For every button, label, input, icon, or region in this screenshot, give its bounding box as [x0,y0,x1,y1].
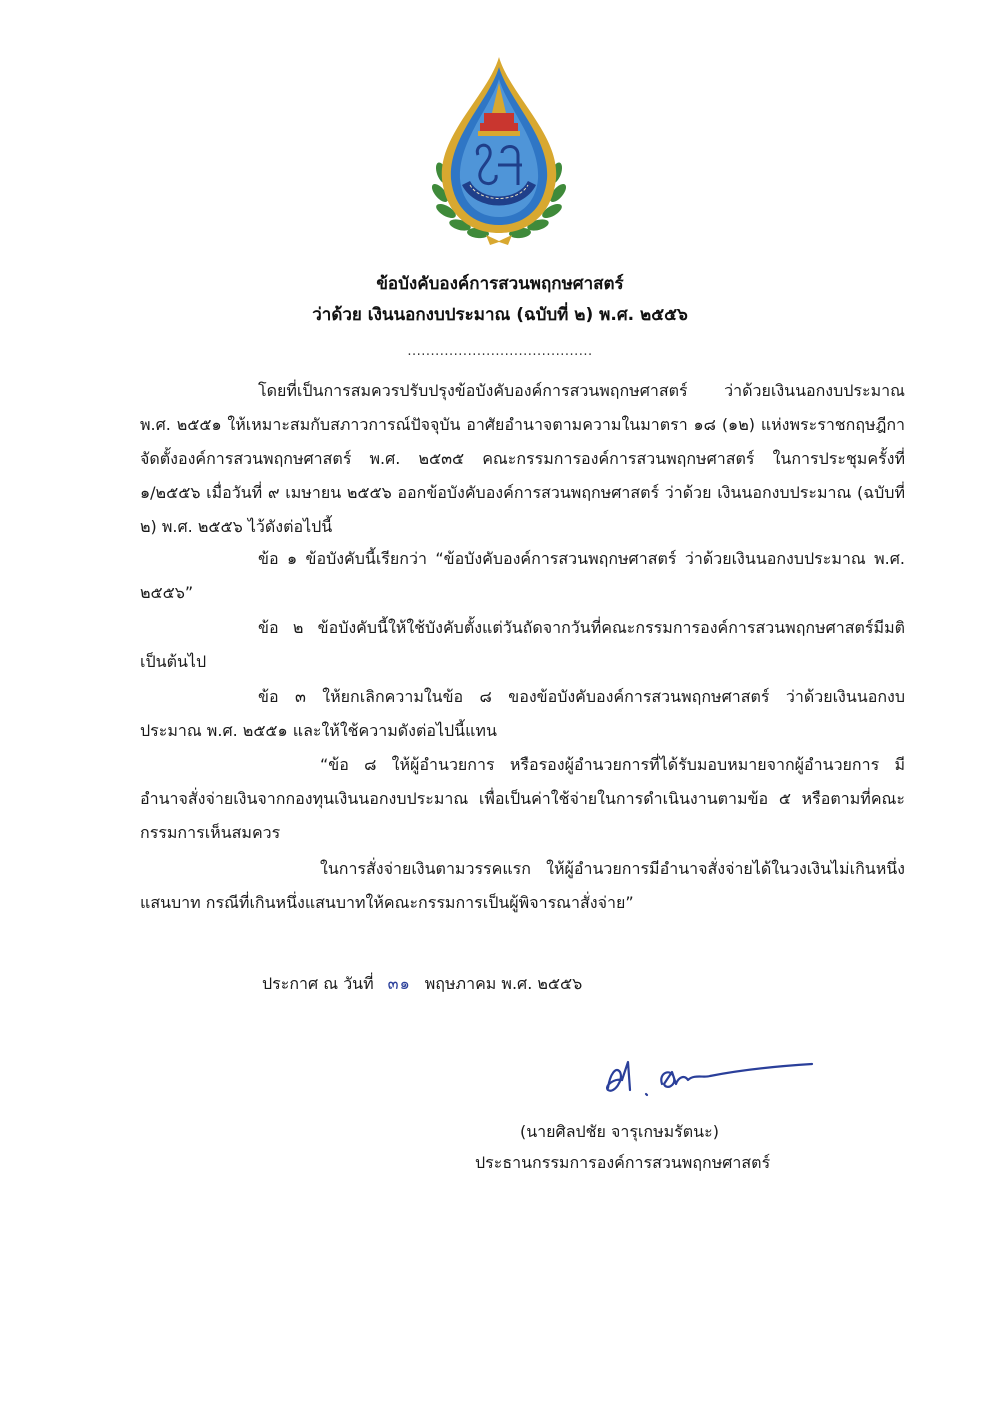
document-title-line1: ข้อบังคับองค์การสวนพฤกษศาสตร์ [376,274,624,294]
announcement-day: ๓๑ [387,974,411,993]
preamble-paragraph: โดยที่เป็นการสมควรปรับปรุงข้อบังคับองค์การสวนพฤกษศาสตร์ ว่าด้วยเงินนอกงบประมาณ พ.ศ. ๒๕๕๑ ให้เหมาะสมกับสภาวการณ์ปัจจุบัน อาศัยอำนาจตามความในมาตรา ๑๘ (๑๒) แห่งพระราชกฤษฎีกาจัดตั้งองค์การสวนพฤกษศาสตร์ พ.ศ. ๒๕๓๕ คณะกรรมการองค์การสวนพฤกษศาสตร์ ในการประชุมครั้งที่ ๑/๒๕๕๖ เมื่อวันที่ ๙ เมษายน ๒๕๕๖ ออกข้อบังคับองค์การสวนพฤกษศาสตร์ ว่าด้วย เงินนอกงบประมาณ (ฉบับที่ ๒) พ.ศ. ๒๕๕๖ ไว้ดังต่อไปนี้ [140,381,905,536]
clause-1-paragraph: ข้อ ๑ ข้อบังคับนี้เรียกว่า “ข้อบังคับองค์การสวนพฤกษศาสตร์ ว่าด้วยเงินนอกงบประมาณ พ.ศ. ๒๕๕๖” [140,549,905,602]
clause-2-paragraph: ข้อ ๒ ข้อบังคับนี้ให้ใช้บังคับตั้งแต่วันถัดจากวันที่คณะกรรมการองค์การสวนพฤกษศาสตร์มีมติเป็นต้นไป [140,618,905,671]
signer-position: ประธานกรรมการองค์การสวนพฤกษศาสตร์ [475,1153,771,1172]
quoted-clause-8-paragraph: “ข้อ ๘ ให้ผู้อำนวยการ หรือรองผู้อำนวยการที่ได้รับมอบหมายจากผู้อำนวยการ มีอำนาจสั่งจ่ายเงินจากกองทุนเงินนอกงบประมาณ เพื่อเป็นค่าใช้จ่ายในการดำเนินงานตามข้อ ๕ หรือตามที่คณะกรรมการเห็นสมควร [140,755,905,842]
document-title-line2: ว่าด้วย เงินนอกงบประมาณ (ฉบับที่ ๒) พ.ศ. ๒๕๕๖ [312,305,688,325]
signer-name: (นายศิลปชัย จารุเกษมรัตนะ) [520,1122,719,1141]
clause-3-paragraph: ข้อ ๓ ให้ยกเลิกความในข้อ ๘ ของข้อบังคับองค์การสวนพฤกษศาสตร์ ว่าด้วยเงินนอกงบประมาณ พ.ศ. ๒๕๕๑ และให้ใช้ความดังต่อไปนี้แทน [140,687,905,740]
announcement-date-line [262,970,582,998]
announcement-prefix: ประกาศ ณ วันที่ [262,974,374,993]
royal-crest-emblem-icon [428,55,570,247]
title-divider: ........................................ [407,344,593,359]
announcement-month-year: พฤษภาคม พ.ศ. ๒๕๕๖ [424,974,583,993]
handwritten-signature-icon [600,1050,820,1110]
quoted-clause-8-second-paragraph: ในการสั่งจ่ายเงินตามวรรคแรก ให้ผู้อำนวยการมีอำนาจสั่งจ่ายได้ในวงเงินไม่เกินหนึ่งแสนบาท กรณีที่เกินหนึ่งแสนบาทให้คณะกรรมการเป็นผู้พิจารณาสั่งจ่าย” [140,859,905,912]
